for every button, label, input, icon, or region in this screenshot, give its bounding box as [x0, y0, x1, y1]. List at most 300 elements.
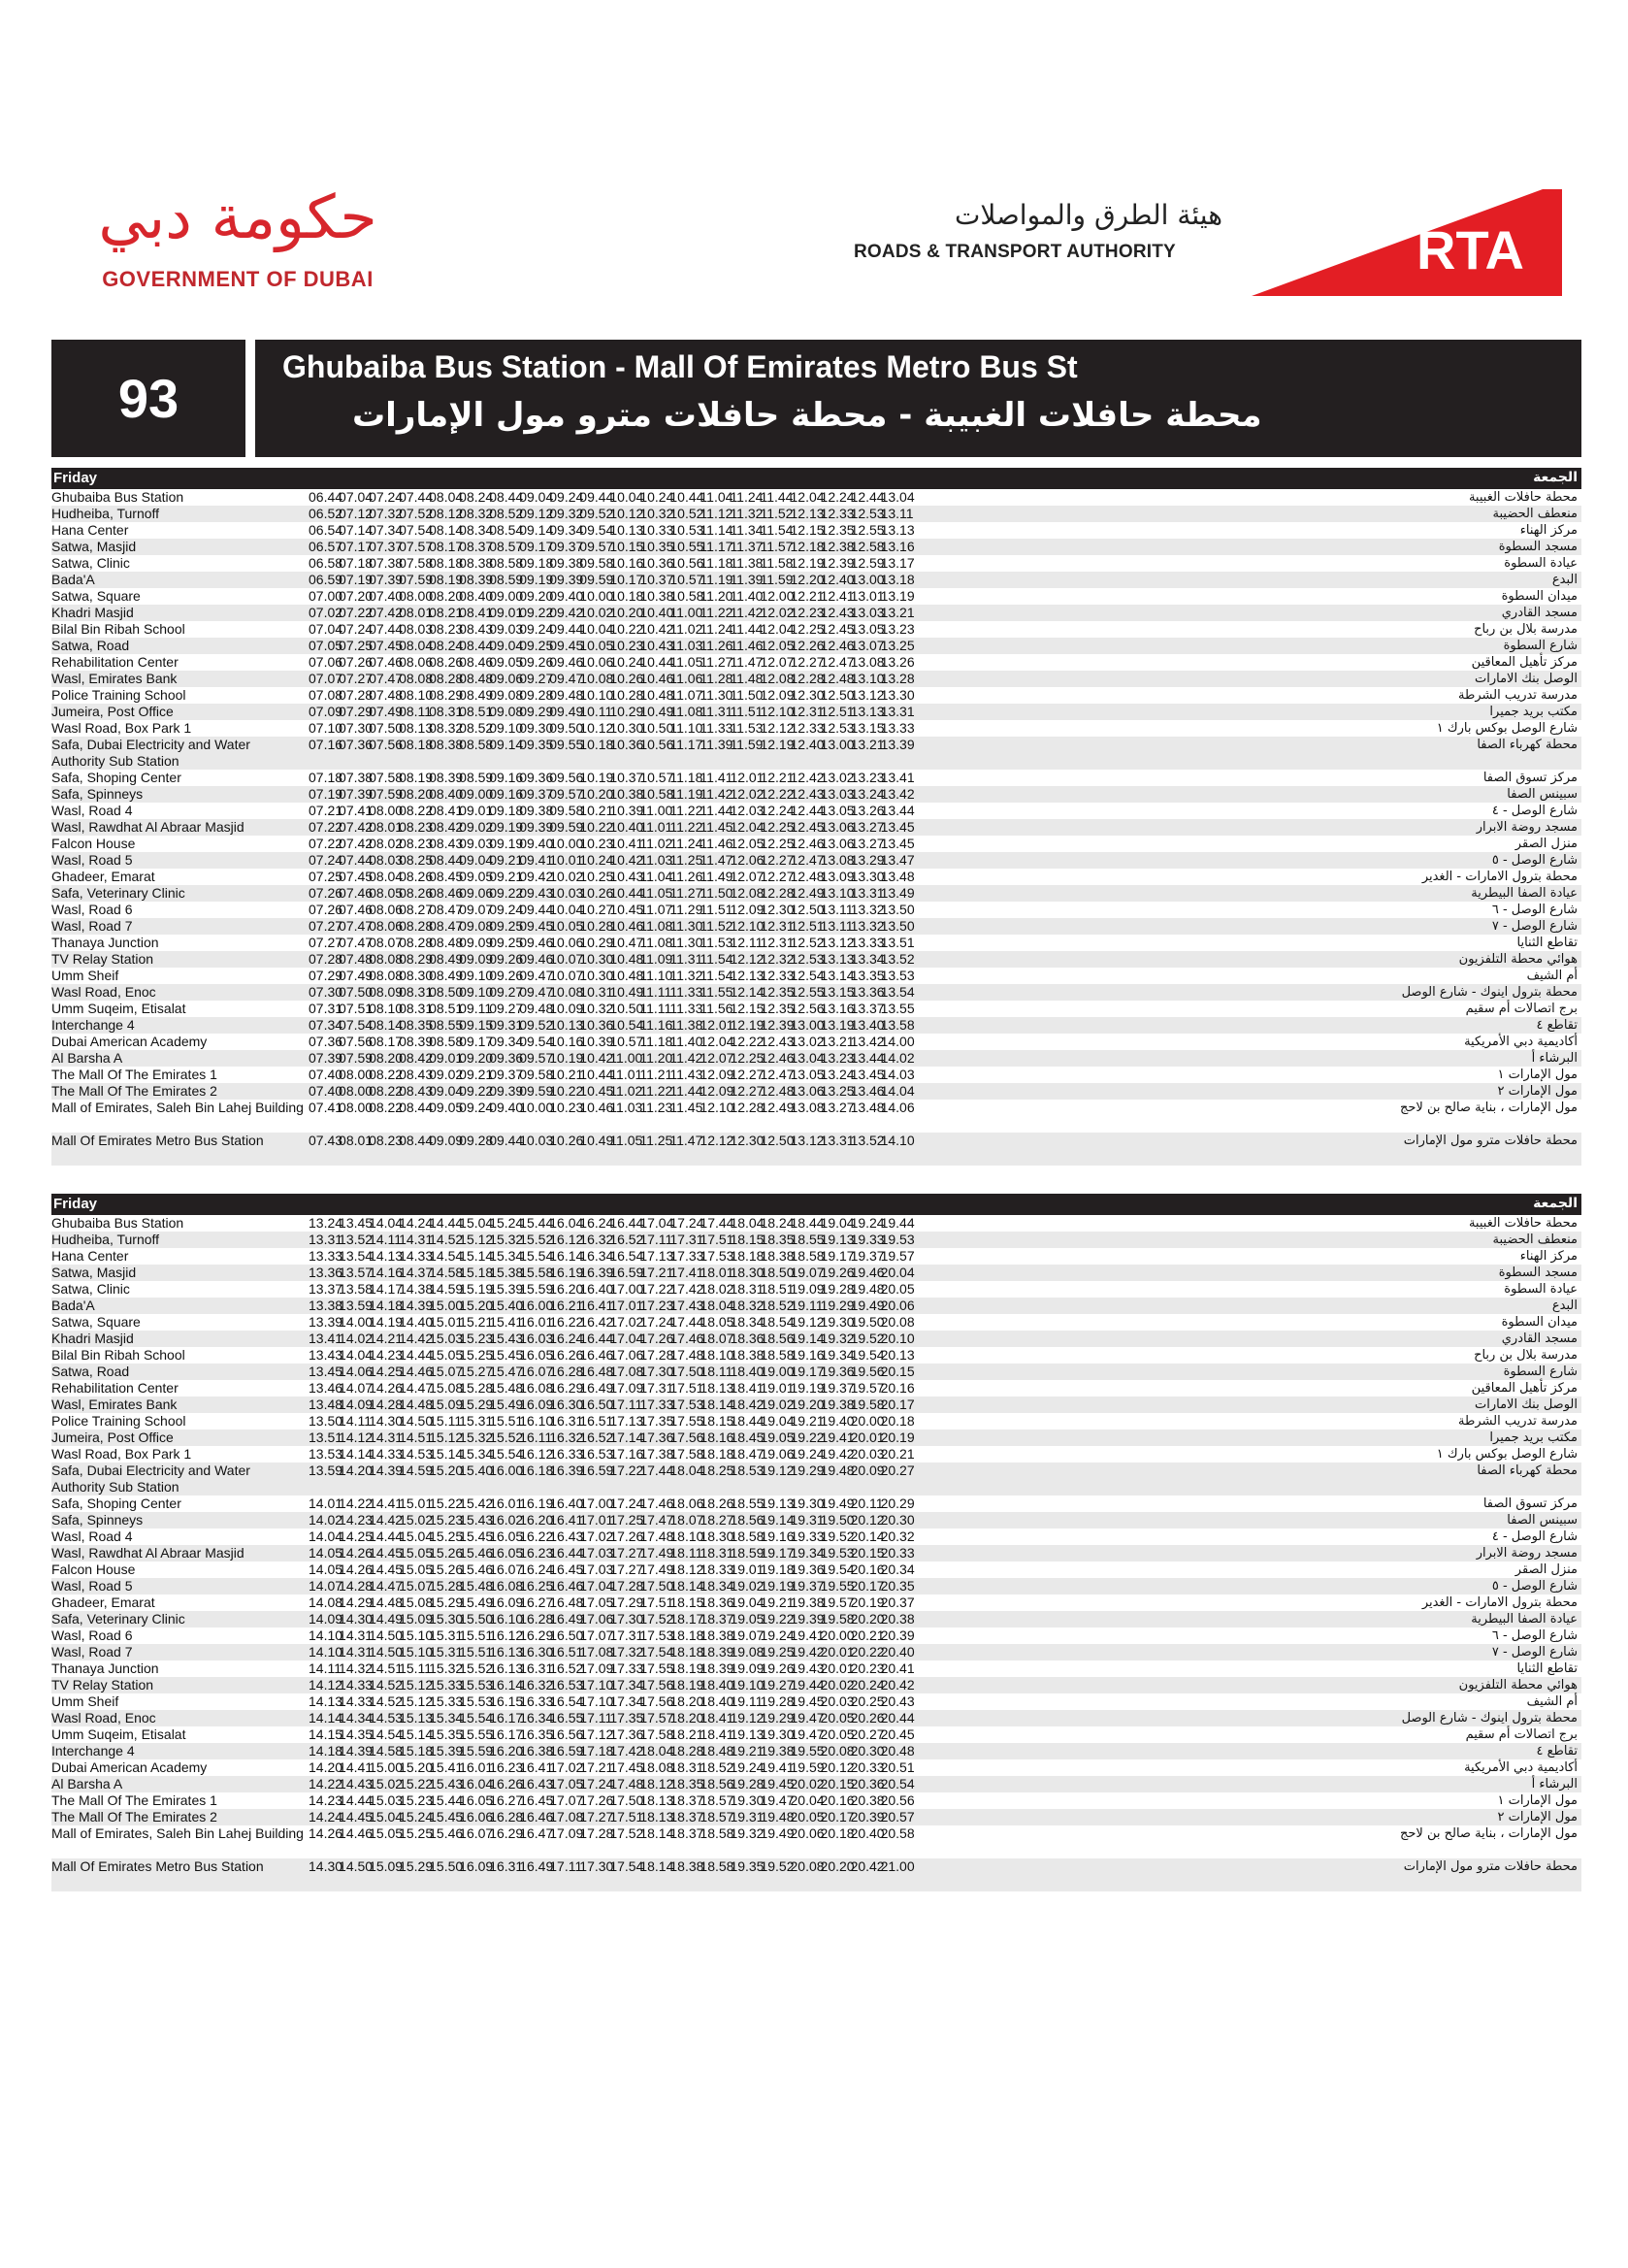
- departure-time: 18.07: [669, 1512, 704, 1528]
- departure-time: 18.07: [700, 1331, 734, 1346]
- departure-time: 08.45: [429, 869, 464, 884]
- departure-time: 19.28: [760, 1693, 795, 1709]
- departure-time: 12.18: [790, 539, 825, 554]
- departure-time: 12.31: [760, 918, 795, 934]
- stop-name-arabic: أكاديمية دبي الأمريكية: [1464, 1760, 1578, 1775]
- departure-time: 11.52: [700, 918, 733, 934]
- departure-time: 19.09: [730, 1660, 765, 1676]
- stop-name: Wasl, Emirates Bank: [51, 671, 178, 686]
- table-row: [51, 1759, 1581, 1776]
- departure-time: 16.47: [519, 1825, 554, 1841]
- departure-time: 20.30: [850, 1743, 885, 1759]
- departure-time: 11.59: [730, 737, 764, 752]
- departure-time: 17.58: [639, 1726, 674, 1742]
- table-row: [51, 902, 1581, 918]
- departure-times: [309, 1133, 915, 1149]
- departure-time: 20.21: [880, 1446, 915, 1462]
- departure-time: 13.12: [790, 1133, 825, 1148]
- departure-time: 17.04: [579, 1578, 614, 1594]
- departure-time: 13.23: [850, 770, 885, 785]
- stop-name: Hana Center: [51, 522, 129, 538]
- departure-time: 18.40: [700, 1677, 734, 1693]
- departure-time: 17.03: [579, 1545, 614, 1561]
- departure-times: [309, 605, 915, 621]
- departure-time: 12.44: [850, 489, 885, 505]
- departure-time: 09.38: [519, 803, 554, 818]
- departure-time: 10.33: [639, 522, 674, 538]
- departure-time: 09.09: [459, 935, 494, 950]
- departure-time: 16.00: [519, 1298, 554, 1313]
- departure-time: 09.10: [459, 984, 494, 1000]
- departure-time: 20.33: [880, 1545, 915, 1561]
- departure-time: 20.17: [880, 1397, 915, 1412]
- stop-name-arabic: ميدان السطوة: [1501, 589, 1578, 604]
- departure-time: 11.00: [609, 1050, 643, 1066]
- departure-time: 07.43: [309, 1133, 343, 1148]
- departure-times: [309, 902, 915, 918]
- departure-times: [309, 1776, 915, 1792]
- table-row: [51, 1660, 1581, 1677]
- departure-time: 10.37: [609, 770, 644, 785]
- departure-time: 16.08: [489, 1578, 524, 1594]
- departure-time: 15.18: [459, 1265, 494, 1280]
- departure-time: 09.36: [519, 770, 554, 785]
- departure-time: 19.52: [760, 1858, 795, 1874]
- departure-time: 13.53: [309, 1446, 343, 1462]
- departure-time: 19.58: [820, 1611, 855, 1627]
- departure-time: 07.39: [369, 572, 404, 587]
- departure-time: 18.12: [669, 1561, 704, 1577]
- departure-times: [309, 1825, 915, 1842]
- departure-time: 10.38: [639, 588, 674, 604]
- departure-time: 11.12: [700, 506, 733, 521]
- departure-time: 08.51: [459, 704, 494, 719]
- departure-time: 16.22: [549, 1314, 584, 1330]
- departure-time: 15.11: [429, 1413, 463, 1429]
- departure-time: 16.56: [549, 1726, 584, 1742]
- departure-time: 15.10: [399, 1644, 434, 1660]
- departure-time: 09.41: [519, 852, 554, 868]
- departure-time: 09.04: [489, 638, 524, 653]
- departure-time: 10.04: [609, 489, 644, 505]
- departure-time: 15.13: [399, 1710, 434, 1726]
- departure-time: 19.54: [850, 1347, 885, 1363]
- departure-time: 07.46: [369, 654, 404, 670]
- departure-time: 14.37: [399, 1265, 434, 1280]
- departure-time: 20.17: [820, 1809, 855, 1824]
- departure-time: 10.53: [669, 522, 704, 538]
- rta-header: [854, 189, 1552, 296]
- stop-name: Khadri Masjid: [51, 605, 134, 620]
- departure-time: 15.09: [429, 1397, 464, 1412]
- departure-time: 17.41: [669, 1265, 704, 1280]
- departure-time: 19.16: [760, 1528, 795, 1544]
- departure-time: 13.33: [880, 720, 915, 736]
- departure-time: 14.22: [339, 1496, 374, 1511]
- departure-time: 11.20: [639, 1050, 673, 1066]
- table-row: [51, 770, 1581, 786]
- departure-time: 09.03: [459, 836, 494, 851]
- departure-time: 14.04: [309, 1528, 343, 1544]
- stop-name: Bada'A: [51, 1298, 95, 1313]
- departure-time: 10.22: [579, 819, 614, 835]
- departure-time: 08.05: [369, 885, 404, 901]
- departure-time: 13.42: [850, 1034, 885, 1049]
- stop-name: Ghubaiba Bus Station: [51, 1215, 184, 1231]
- departure-time: 08.22: [399, 803, 434, 818]
- departure-time: 15.22: [399, 1776, 434, 1791]
- departure-time: 20.06: [790, 1825, 825, 1841]
- departure-time: 14.35: [339, 1726, 374, 1742]
- departure-time: 08.22: [369, 1100, 404, 1115]
- departure-time: 09.43: [519, 885, 554, 901]
- departure-time: 09.44: [549, 621, 584, 637]
- rta-logo-text: RTA: [1416, 219, 1524, 280]
- departure-time: 11.38: [730, 555, 764, 571]
- departure-times: [309, 1463, 915, 1479]
- departure-time: 16.09: [459, 1858, 494, 1874]
- departure-time: 07.31: [309, 1001, 343, 1016]
- departure-time: 12.35: [760, 1001, 795, 1016]
- departure-time: 10.57: [669, 572, 704, 587]
- departure-time: 14.44: [369, 1528, 404, 1544]
- departure-time: 20.12: [850, 1512, 885, 1528]
- departure-time: 17.22: [609, 1463, 644, 1478]
- departure-time: 16.25: [519, 1578, 554, 1594]
- table-row: [51, 984, 1581, 1001]
- departure-time: 20.00: [820, 1627, 855, 1643]
- departure-time: 14.10: [880, 1133, 915, 1148]
- departure-time: 09.46: [549, 654, 584, 670]
- departure-time: 16.27: [519, 1594, 554, 1610]
- departure-time: 20.42: [850, 1858, 885, 1874]
- stop-name-arabic: محطة حافلات الغبيبة: [1468, 490, 1578, 505]
- departure-time: 13.03: [850, 605, 885, 620]
- departure-time: 08.48: [429, 935, 464, 950]
- departure-time: 12.22: [760, 786, 795, 802]
- departure-time: 19.47: [790, 1726, 825, 1742]
- gov-arabic-calligraphy: حكومة دبي: [98, 181, 377, 252]
- departure-time: 19.26: [760, 1660, 795, 1676]
- departure-time: 13.31: [880, 704, 915, 719]
- departure-time: 18.37: [700, 1611, 734, 1627]
- departure-time: 12.09: [700, 1067, 734, 1082]
- departure-time: 13.23: [820, 1050, 855, 1066]
- departure-time: 20.30: [880, 1512, 915, 1528]
- departure-time: 10.03: [549, 885, 584, 901]
- rta-english-name: ROADS & TRANSPORT AUTHORITY: [854, 242, 1176, 262]
- departure-time: 07.25: [339, 638, 374, 653]
- departure-time: 17.48: [669, 1347, 704, 1363]
- departure-time: 12.50: [820, 687, 855, 703]
- departure-time: 09.27: [489, 1001, 524, 1016]
- departure-time: 16.54: [609, 1248, 644, 1264]
- departure-time: 17.51: [700, 1232, 734, 1247]
- departure-time: 17.00: [579, 1496, 614, 1511]
- departure-time: 15.25: [399, 1825, 434, 1841]
- stop-name-arabic: مول الإمارات ٢: [1497, 1084, 1578, 1099]
- departure-time: 14.31: [369, 1430, 404, 1445]
- departure-time: 07.49: [339, 968, 374, 983]
- departure-time: 18.10: [669, 1528, 704, 1544]
- stop-name-arabic: هوائي محطة التلفزيون: [1458, 952, 1578, 967]
- departure-time: 09.24: [519, 621, 554, 637]
- departure-time: 15.09: [369, 1858, 404, 1874]
- departure-time: 08.06: [369, 902, 404, 917]
- departure-time: 11.14: [700, 522, 733, 538]
- departure-time: 08.43: [429, 836, 464, 851]
- departure-time: 08.03: [399, 621, 434, 637]
- departure-time: 15.38: [489, 1265, 524, 1280]
- departure-time: 07.24: [369, 489, 404, 505]
- departure-time: 19.30: [790, 1496, 825, 1511]
- departure-time: 18.15: [669, 1594, 704, 1610]
- departure-time: 12.53: [850, 506, 885, 521]
- departure-time: 15.53: [459, 1693, 494, 1709]
- departure-times: [309, 1644, 915, 1660]
- departure-times: [309, 836, 915, 852]
- departure-time: 10.40: [639, 605, 674, 620]
- departure-time: 18.20: [669, 1693, 704, 1709]
- departure-times: [309, 654, 915, 671]
- departure-time: 16.51: [579, 1413, 614, 1429]
- departure-time: 19.08: [730, 1644, 765, 1660]
- departure-time: 08.18: [399, 737, 434, 752]
- departure-time: 12.07: [730, 869, 765, 884]
- route-header: [51, 340, 1581, 457]
- departure-time: 07.56: [369, 737, 404, 752]
- departure-time: 07.00: [309, 588, 343, 604]
- departure-time: 19.59: [790, 1759, 825, 1775]
- departure-time: 14.46: [399, 1364, 434, 1379]
- departure-times: [309, 1528, 915, 1545]
- departure-time: 08.00: [339, 1083, 374, 1099]
- departure-time: 15.08: [399, 1594, 434, 1610]
- stop-name-arabic: شارع الوصل - ٥: [1491, 853, 1578, 868]
- departure-time: 12.53: [820, 720, 855, 736]
- departure-time: 19.48: [760, 1809, 795, 1824]
- departure-time: 20.37: [880, 1594, 915, 1610]
- departure-time: 13.24: [309, 1215, 343, 1231]
- departure-time: 15.04: [399, 1528, 434, 1544]
- departure-time: 10.48: [609, 951, 644, 967]
- stop-name: Thanaya Junction: [51, 935, 159, 950]
- departure-time: 13.36: [850, 984, 885, 1000]
- departure-time: 16.23: [519, 1545, 554, 1561]
- departure-time: 15.33: [429, 1693, 464, 1709]
- table-row: [51, 951, 1581, 968]
- departure-time: 07.20: [339, 588, 374, 604]
- departure-time: 18.14: [669, 1578, 704, 1594]
- departure-time: 16.01: [459, 1759, 494, 1775]
- departure-time: 13.21: [880, 605, 915, 620]
- departure-time: 16.32: [549, 1430, 584, 1445]
- departure-time: 12.00: [760, 588, 795, 604]
- departure-time: 16.21: [549, 1298, 584, 1313]
- departure-time: 15.41: [429, 1759, 464, 1775]
- departure-time: 10.24: [639, 489, 674, 505]
- departure-time: 07.41: [309, 1100, 343, 1115]
- departure-time: 15.26: [429, 1545, 464, 1561]
- departure-time: 09.16: [489, 770, 524, 785]
- stop-name: Mall of Emirates, Saleh Bin Lahej Building: [51, 1100, 304, 1115]
- departure-times: [309, 1034, 915, 1050]
- departure-time: 09.09: [429, 1133, 464, 1148]
- departure-time: 16.34: [519, 1710, 554, 1726]
- departure-time: 18.39: [700, 1660, 734, 1676]
- departure-time: 16.24: [519, 1561, 554, 1577]
- departure-time: 09.36: [489, 1050, 524, 1066]
- stop-name: Satwa, Road: [51, 638, 130, 653]
- departure-time: 09.37: [549, 539, 584, 554]
- departure-time: 10.43: [639, 638, 674, 653]
- departure-time: 11.18: [639, 1034, 673, 1049]
- departure-time: 10.42: [639, 621, 674, 637]
- stop-name-arabic: شارع الوصل - ٤: [1491, 1529, 1578, 1544]
- departure-time: 12.58: [850, 539, 885, 554]
- departure-time: 15.32: [489, 1232, 524, 1247]
- departure-time: 11.59: [760, 572, 794, 587]
- departure-time: 18.58: [790, 1248, 825, 1264]
- departure-times: [309, 1050, 915, 1067]
- departure-time: 07.47: [339, 918, 374, 934]
- departure-time: 13.13: [850, 704, 885, 719]
- departure-time: 16.26: [549, 1347, 584, 1363]
- departure-time: 15.45: [489, 1347, 524, 1363]
- departure-time: 15.12: [459, 1232, 494, 1247]
- departure-time: 17.31: [639, 1380, 674, 1396]
- departure-time: 14.38: [399, 1281, 434, 1297]
- departure-time: 13.26: [850, 803, 885, 818]
- departure-time: 08.26: [429, 654, 464, 670]
- departure-time: 18.34: [730, 1314, 765, 1330]
- departure-time: 15.40: [489, 1298, 524, 1313]
- departure-time: 19.14: [790, 1331, 825, 1346]
- departure-time: 14.44: [429, 1215, 464, 1231]
- departure-time: 16.53: [579, 1446, 614, 1462]
- departure-time: 20.20: [820, 1858, 855, 1874]
- departure-time: 08.10: [399, 687, 434, 703]
- departure-time: 18.31: [700, 1545, 734, 1561]
- departure-time: 16.01: [519, 1314, 554, 1330]
- departure-time: 13.32: [850, 902, 885, 917]
- stop-name: Mall of Emirates, Saleh Bin Lahej Building: [51, 1825, 304, 1841]
- departure-time: 07.39: [309, 1050, 343, 1066]
- departure-time: 16.41: [549, 1512, 584, 1528]
- departure-time: 19.11: [730, 1693, 764, 1709]
- departure-time: 10.16: [609, 555, 644, 571]
- departure-times: [309, 1413, 915, 1430]
- departure-time: 16.29: [489, 1825, 524, 1841]
- departure-time: 12.05: [730, 836, 765, 851]
- departure-time: 12.55: [850, 522, 885, 538]
- departure-times: [309, 1726, 915, 1743]
- departure-time: 10.06: [579, 654, 614, 670]
- stop-name: Al Barsha A: [51, 1776, 123, 1791]
- departure-time: 20.15: [880, 1364, 915, 1379]
- departure-time: 10.11: [579, 704, 613, 719]
- departure-time: 19.17: [790, 1364, 825, 1379]
- departure-time: 11.47: [730, 654, 764, 670]
- departure-time: 13.24: [820, 1067, 855, 1082]
- departure-time: 07.09: [309, 704, 343, 719]
- departure-time: 15.02: [369, 1776, 404, 1791]
- departure-time: 13.53: [880, 968, 915, 983]
- departure-time: 15.24: [399, 1809, 434, 1824]
- departure-time: 18.51: [760, 1281, 795, 1297]
- departure-time: 20.03: [850, 1446, 885, 1462]
- departure-time: 14.48: [369, 1594, 404, 1610]
- departure-time: 12.50: [790, 902, 825, 917]
- departure-time: 18.37: [669, 1825, 704, 1841]
- stop-name-arabic: منعطف الحضيبة: [1492, 1233, 1578, 1247]
- departure-time: 14.06: [339, 1364, 374, 1379]
- departure-time: 15.01: [399, 1496, 434, 1511]
- departure-time: 09.04: [459, 852, 494, 868]
- departure-time: 17.11: [609, 1397, 643, 1412]
- departure-time: 14.26: [339, 1561, 374, 1577]
- route-number: 93: [51, 340, 245, 457]
- departure-time: 07.58: [369, 770, 404, 785]
- departure-times: [309, 621, 915, 638]
- table-row: [51, 1594, 1581, 1611]
- departure-time: 19.52: [850, 1331, 885, 1346]
- departure-time: 08.55: [429, 1017, 464, 1033]
- departure-time: 20.57: [880, 1809, 915, 1824]
- departure-time: 09.19: [519, 572, 554, 587]
- departure-time: 11.33: [669, 1001, 703, 1016]
- departure-time: 16.13: [489, 1660, 524, 1676]
- departure-time: 12.50: [760, 1133, 795, 1148]
- departure-time: 14.51: [369, 1660, 404, 1676]
- departure-time: 12.44: [790, 803, 825, 818]
- departure-time: 15.54: [489, 1446, 524, 1462]
- departure-time: 11.05: [609, 1133, 643, 1148]
- stop-name: Wasl, Road 5: [51, 1578, 133, 1594]
- departure-time: 20.19: [850, 1594, 885, 1610]
- stop-name: Hana Center: [51, 1248, 129, 1264]
- departure-time: 21.00: [880, 1858, 915, 1874]
- departure-time: 16.07: [459, 1825, 494, 1841]
- departure-time: 08.01: [369, 819, 404, 835]
- departure-time: 09.18: [519, 555, 554, 571]
- departure-time: 15.05: [399, 1561, 434, 1577]
- departure-time: 12.46: [760, 1050, 795, 1066]
- departure-time: 09.52: [519, 1017, 554, 1033]
- departure-times: [309, 1594, 915, 1611]
- departure-time: 20.18: [880, 1413, 915, 1429]
- departure-times: [309, 1017, 915, 1034]
- departure-time: 13.58: [339, 1281, 374, 1297]
- departure-time: 11.53: [730, 720, 764, 736]
- departure-time: 14.31: [399, 1232, 434, 1247]
- departure-time: 12.45: [820, 621, 855, 637]
- departure-time: 11.09: [639, 951, 673, 967]
- departure-time: 18.17: [669, 1611, 704, 1627]
- stop-name-arabic: مركز تأهيل المعاقين: [1471, 1381, 1578, 1396]
- departure-time: 13.02: [820, 770, 855, 785]
- departure-time: 12.48: [790, 869, 825, 884]
- departure-time: 10.32: [639, 506, 674, 521]
- departure-time: 20.29: [880, 1496, 915, 1511]
- departure-time: 09.24: [489, 902, 524, 917]
- table-row: [51, 605, 1581, 621]
- departure-time: 17.49: [639, 1545, 674, 1561]
- departure-time: 07.50: [339, 984, 374, 1000]
- departure-time: 19.11: [790, 1298, 824, 1313]
- departure-time: 07.29: [339, 704, 374, 719]
- departure-time: 07.47: [339, 935, 374, 950]
